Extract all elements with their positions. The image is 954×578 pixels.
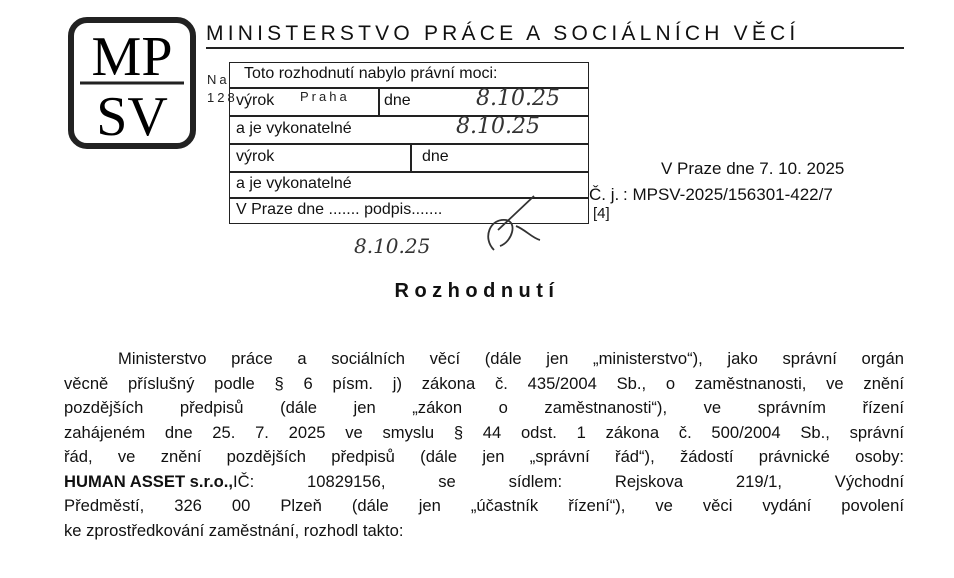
company-name: HUMAN ASSET s.r.o., — [64, 471, 234, 491]
stamp-date-label: dne — [384, 92, 411, 109]
reference-number: : MPSV-2025/156301-422/7 — [623, 185, 833, 204]
issue-date: V Praze dne 7. 10. 2025 — [661, 159, 845, 178]
company-details: IČ: 10829156, se sídlem: Rejskova 219/1, Východní — [233, 471, 904, 491]
handwritten-date-1: 8.10.25 — [476, 86, 560, 111]
logo-text-mp: MP — [91, 26, 173, 88]
reference-prefix: Č. j. — [589, 185, 620, 204]
stamp-verdict-label-2: výrok — [236, 148, 275, 165]
stamp-date-label-2: dne — [422, 148, 449, 165]
handwritten-date-2: 8.10.25 — [456, 114, 540, 139]
body-line-1: Ministerstvo práce a sociálních věcí (dále jen „ministerstvo“), jako správní orgán — [118, 349, 904, 368]
ministry-heading: MINISTERSTVO PRÁCE A SOCIÁLNÍCH VĚCÍ — [206, 22, 800, 45]
mpsv-logo — [68, 17, 196, 149]
stamp-enforceable-label-2: a je vykonatelné — [236, 175, 352, 192]
body-line-7: Předměstí, 326 00 Plzeň (dále jen „účastník řízení“), ve věci vydání povolení — [64, 496, 904, 515]
body-line-8: ke zprostředkování zaměstnání, rozhodl takto: — [64, 520, 404, 540]
address-fragment-praha: Praha — [300, 89, 350, 104]
stamp-place-signature: V Praze dne ....... podpis....... — [236, 201, 443, 218]
address-fragment-1: Na — [207, 72, 230, 87]
body-line-2: věcně příslušný podle § 6 písm. j) zákona č. 435/2004 Sb., o zaměstnanosti, ve znění — [64, 373, 904, 393]
address-fragment-2: 128 — [207, 90, 238, 105]
body-line-3: pozdějších předpisů (dále jen „zákon o zaměstnanosti“), ve správním řízení — [64, 398, 904, 417]
stamp-verdict-label: výrok — [236, 92, 275, 109]
decision-body — [64, 347, 904, 543]
body-line-4: zahájeném dne 25. 7. 2025 ve smyslu § 44 odst. 1 zákona č. 500/2004 Sb., správní — [64, 422, 904, 442]
handwritten-signature — [476, 190, 546, 260]
document-title: Rozhodnutí — [394, 280, 560, 302]
logo-text-sv: SV — [96, 86, 168, 148]
body-line-5: řád, ve znění pozdějších předpisů (dále jen „správní řád“), žádostí právnické osoby: — [64, 447, 904, 466]
stamp-heading: Toto rozhodnutí nabylo právní moci: — [244, 65, 498, 82]
body-line-6 — [64, 470, 904, 495]
header-rule — [206, 47, 904, 49]
handwritten-date-3: 8.10.25 — [354, 234, 431, 258]
stamp-enforceable-label: a je vykonatelné — [236, 120, 352, 137]
reference-suffix: [4] — [593, 205, 610, 222]
